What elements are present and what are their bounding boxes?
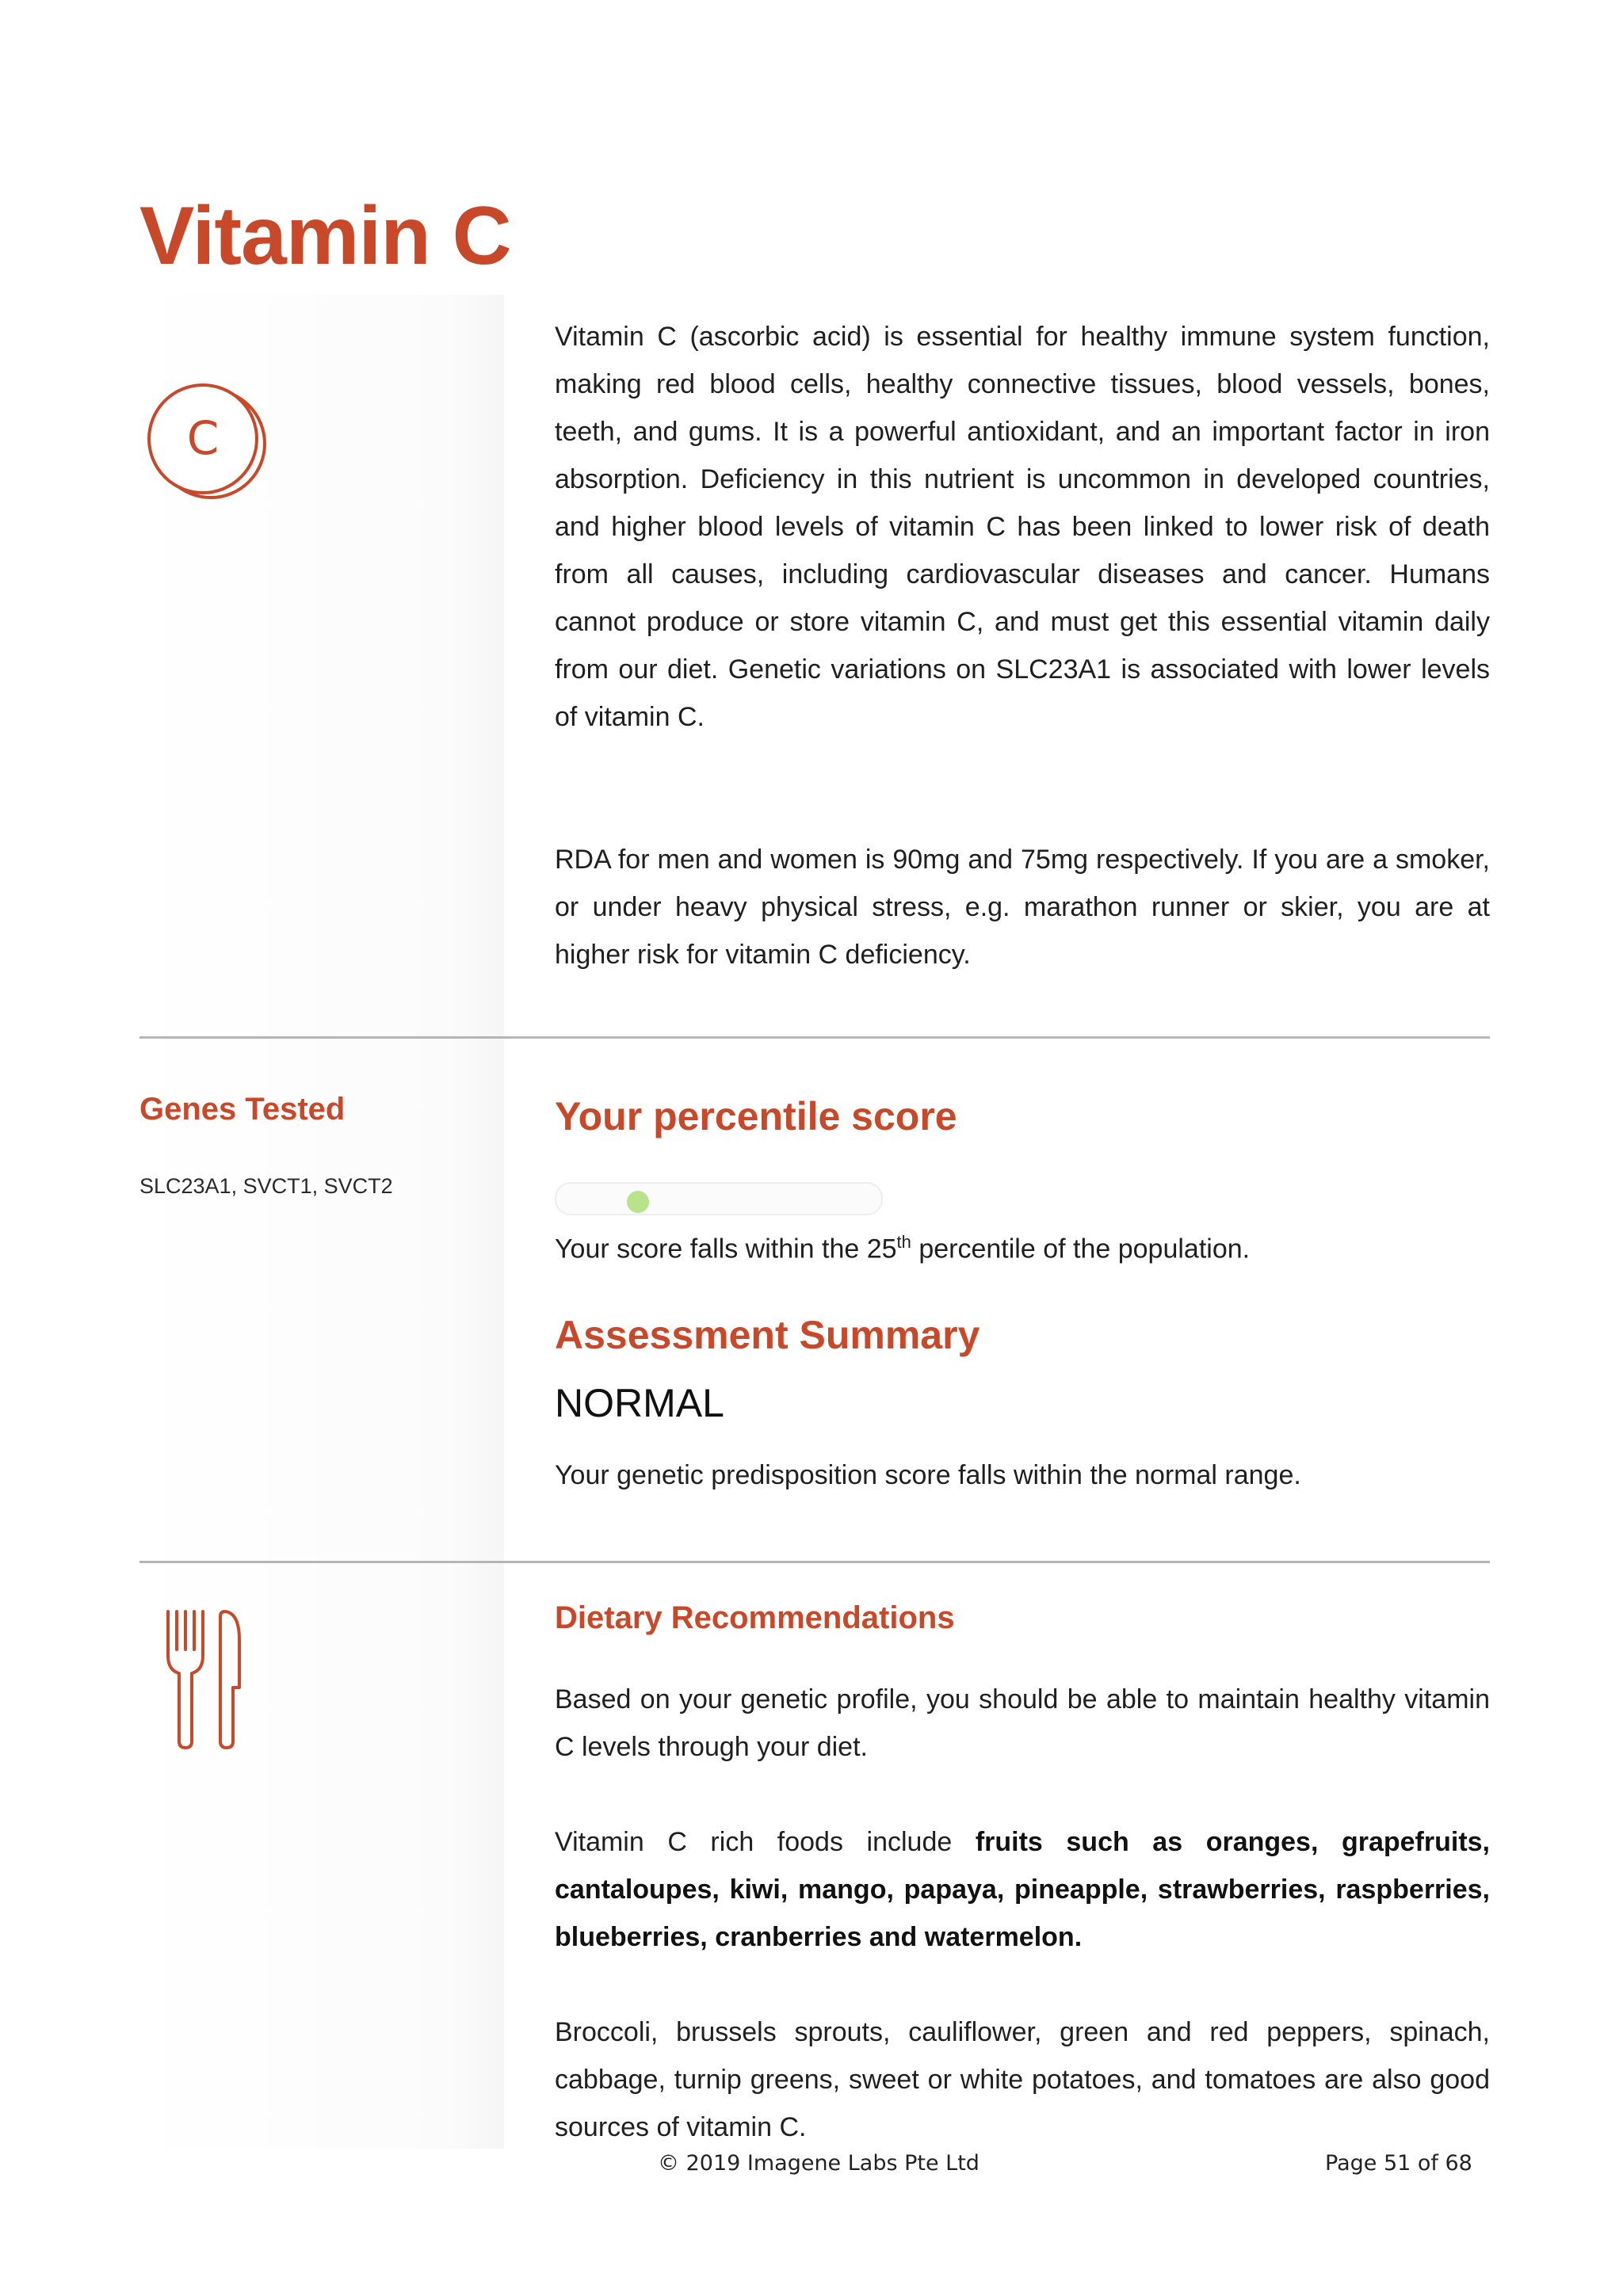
dietary-paragraph-3: Broccoli, brussels sprouts, cauliflower, green and red peppers, spinach, cabbage, turnip greens, sweet or white potatoes, and tomatoes are also good sources of vitamin C. [555, 2017, 1490, 2142]
page-title: Vitamin C [139, 190, 511, 282]
left-column-panel [139, 295, 504, 2149]
percentile-text-before: Your score falls within the 25 [555, 1234, 897, 1264]
vitamin-c-coin-icon [139, 379, 274, 505]
intro-paragraph-1: Vitamin C (ascorbic acid) is essential for healthy immune system function, making red blood cells, healthy connective tissues, blood vessels, bones, teeth, and gums. It is a powerful antioxidant, and an important factor in iron absorption. Deficiency in this nutrient is uncommon in developed countries, and higher blood levels of vitamin C has been linked to lower risk of death from all causes, including cardiovascular diseases and cancer. Humans cannot produce or store vitamin C, and must get this essential vitamin daily from our diet. Genetic variations on SLC23A1 is associated with lower levels of vitamin C. [555, 322, 1490, 732]
dietary-paragraph-2 [555, 1818, 1490, 1961]
dietary-foods-intro: Vitamin C rich foods include [555, 1827, 976, 1857]
genes-tested-heading: Genes Tested [139, 1092, 346, 1127]
dietary-foods-list: fruits such as oranges, grapefruits, cantaloupes, kiwi, mango, papaya, pineapple, strawberries, raspberries, blueberries, cranberries and watermelon. [555, 1827, 1490, 1952]
percentile-bar [555, 1182, 883, 1215]
genes-tested-value: SLC23A1, SVCT1, SVCT2 [139, 1174, 393, 1198]
percentile-statement [555, 1219, 1250, 1272]
section-divider-1 [139, 1036, 1490, 1039]
footer-page-number: Page 51 of 68 [1325, 2151, 1472, 2176]
percentile-indicator [627, 1191, 649, 1213]
section-divider-2 [139, 1561, 1490, 1563]
percentile-text-after: percentile of the population. [911, 1234, 1251, 1264]
percentile-heading: Your percentile score [555, 1094, 957, 1138]
icon-letter: C [186, 411, 220, 465]
fork-knife-icon [163, 1608, 250, 1751]
assessment-heading: Assessment Summary [555, 1313, 980, 1357]
percentile-text-sup: th [896, 1232, 911, 1252]
intro-paragraph-2: RDA for men and women is 90mg and 75mg respectively. If you are a smoker, or under heavy physical stress, e.g. marathon runner or skier, you are at higher risk for vitamin C deficiency. [555, 845, 1490, 970]
assessment-result: NORMAL [555, 1381, 724, 1425]
dietary-heading: Dietary Recommendations [555, 1600, 955, 1635]
assessment-description: Your genetic predisposition score falls within the normal range. [555, 1460, 1301, 1490]
footer-copyright: © 2019 Imagene Labs Pte Ltd [658, 2151, 980, 2176]
dietary-paragraph-1: Based on your genetic profile, you should be able to maintain healthy vitamin C levels through your diet. [555, 1684, 1490, 1762]
